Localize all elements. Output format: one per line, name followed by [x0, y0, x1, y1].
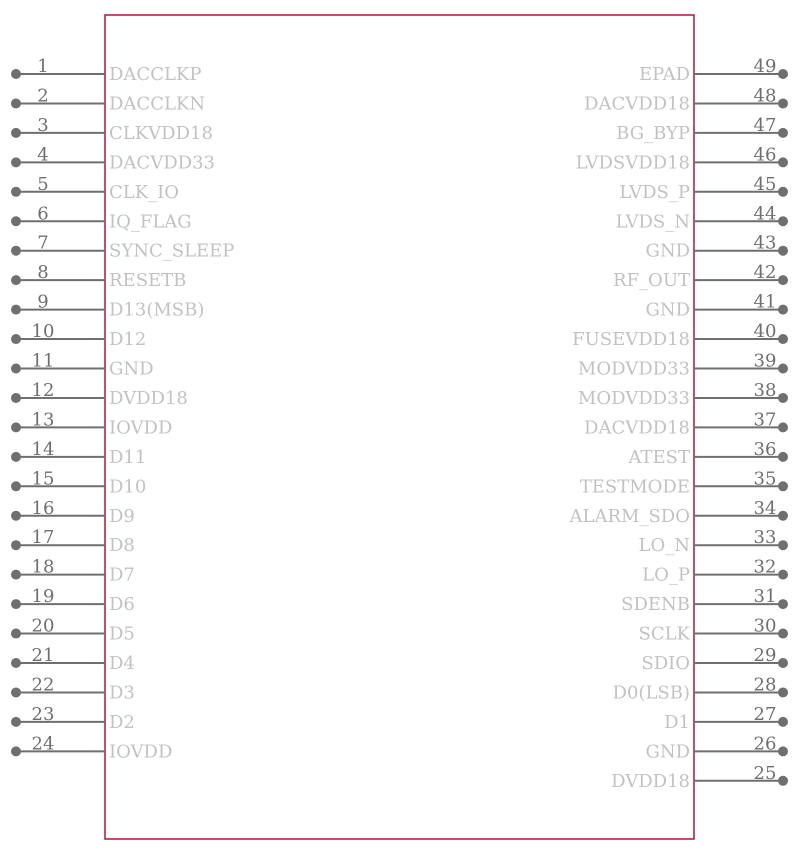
pin-number: 15 [31, 468, 55, 490]
pin-number: 21 [31, 645, 55, 666]
pin-name: TESTMODE [579, 476, 690, 498]
pin-name: GND [645, 299, 690, 321]
pin-number: 23 [31, 703, 55, 725]
pin-endpoint-dot [11, 364, 21, 374]
pin-number: 1 [37, 56, 49, 77]
pin-name: SDIO [641, 653, 690, 674]
pin-name: GND [109, 358, 154, 380]
pin-endpoint-dot [778, 746, 788, 756]
pin-number: 32 [753, 556, 777, 578]
pin-name: DACCLKP [109, 64, 202, 85]
pin-endpoint-dot [778, 157, 788, 167]
pin-number: 38 [753, 379, 777, 401]
pin-20 [11, 616, 135, 645]
pin-number: 31 [753, 586, 777, 608]
pin-17 [11, 527, 135, 556]
pin-number: 45 [753, 173, 777, 195]
pin-number: 47 [753, 114, 777, 136]
pin-8 [11, 262, 186, 291]
pin-number: 28 [753, 674, 777, 696]
pin-endpoint-dot [11, 540, 21, 550]
pin-number: 16 [31, 497, 55, 519]
pin-endpoint-dot [778, 187, 788, 197]
pin-number: 39 [753, 350, 777, 372]
pin-endpoint-dot [11, 98, 21, 108]
pin-27 [664, 704, 788, 733]
pin-5 [11, 174, 179, 203]
pin-43 [645, 233, 788, 262]
pin-number: 33 [753, 527, 777, 549]
pin-34 [569, 498, 788, 527]
pin-24 [11, 733, 172, 762]
pin-25 [611, 763, 788, 792]
pin-23 [11, 704, 135, 733]
pin-name: D7 [109, 564, 135, 586]
pin-name: D4 [109, 653, 135, 674]
pin-number: 10 [31, 321, 55, 343]
pin-number: 17 [31, 527, 55, 549]
pin-name: GND [645, 741, 690, 763]
pin-endpoint-dot [778, 717, 788, 727]
pin-name: EPAD [638, 64, 690, 85]
pin-1 [11, 56, 202, 85]
pin-endpoint-dot [11, 481, 21, 491]
pin-number: 19 [31, 586, 55, 608]
pin-name: D11 [109, 446, 147, 468]
pin-name: DACVDD33 [109, 152, 215, 174]
pin-11 [11, 351, 154, 380]
pin-endpoint-dot [778, 275, 788, 285]
pin-45 [619, 174, 788, 203]
pin-name: BG_BYP [616, 122, 690, 144]
pin-12 [11, 380, 188, 409]
pin-name: DACVDD18 [584, 417, 690, 439]
pin-40 [572, 321, 788, 350]
right-pin-group [569, 56, 788, 792]
pin-33 [639, 527, 788, 556]
pin-18 [11, 557, 135, 586]
pin-name: ALARM_SDO [569, 505, 690, 527]
pin-number: 6 [37, 203, 49, 225]
pin-endpoint-dot [11, 128, 21, 138]
pin-endpoint-dot [778, 629, 788, 639]
pin-name: LO_P [642, 564, 690, 586]
pin-endpoint-dot [778, 216, 788, 226]
pin-31 [621, 586, 788, 615]
pin-endpoint-dot [778, 69, 788, 79]
pin-endpoint-dot [11, 422, 21, 432]
pin-endpoint-dot [11, 452, 21, 462]
pin-name: GND [645, 240, 690, 262]
pin-name: DVDD18 [611, 770, 690, 792]
pin-endpoint-dot [11, 216, 21, 226]
pin-32 [642, 557, 788, 586]
pin-10 [11, 321, 146, 350]
pin-endpoint-dot [778, 393, 788, 403]
pin-endpoint-dot [778, 128, 788, 138]
pin-48 [584, 85, 788, 114]
pin-number: 3 [37, 114, 49, 136]
pin-endpoint-dot [11, 746, 21, 756]
pin-endpoint-dot [778, 422, 788, 432]
pin-endpoint-dot [11, 658, 21, 668]
pin-name: D12 [109, 329, 147, 351]
pin-number: 24 [31, 733, 55, 755]
pin-name: D13(MSB) [109, 299, 205, 321]
pin-endpoint-dot [11, 187, 21, 197]
pin-name: SDENB [621, 594, 690, 616]
pin-number: 27 [753, 703, 777, 725]
pin-name: ATEST [628, 446, 690, 468]
pin-number: 9 [37, 291, 49, 313]
pin-name: CLKVDD18 [109, 122, 213, 144]
pin-endpoint-dot [778, 364, 788, 374]
pin-6 [11, 203, 192, 232]
pin-26 [645, 733, 788, 762]
pin-29 [641, 645, 788, 674]
pin-16 [11, 498, 135, 527]
pin-name: LO_N [638, 535, 690, 557]
pin-endpoint-dot [11, 334, 21, 344]
pin-number: 18 [31, 556, 55, 578]
pin-2 [11, 85, 205, 114]
pin-number: 2 [37, 85, 49, 107]
pin-endpoint-dot [778, 658, 788, 668]
pin-number: 26 [753, 733, 777, 755]
pin-number: 29 [753, 645, 777, 666]
pin-49 [639, 56, 788, 85]
pin-endpoint-dot [11, 570, 21, 580]
pin-endpoint-dot [11, 275, 21, 285]
pin-number: 46 [753, 144, 777, 166]
pin-endpoint-dot [11, 599, 21, 609]
pin-number: 36 [753, 438, 777, 460]
pin-number: 20 [31, 615, 55, 637]
pin-19 [11, 586, 135, 615]
pin-number: 13 [31, 409, 55, 431]
pin-endpoint-dot [778, 776, 788, 786]
pin-name: LVDSVDD18 [575, 152, 690, 174]
pin-number: 11 [31, 350, 55, 372]
left-pin-group [11, 56, 234, 762]
pin-endpoint-dot [778, 481, 788, 491]
pin-endpoint-dot [11, 393, 21, 403]
pin-46 [576, 144, 788, 173]
pin-number: 30 [753, 615, 777, 637]
pin-21 [11, 645, 135, 674]
pin-number: 14 [31, 438, 55, 460]
pin-3 [11, 115, 213, 144]
pin-name: D8 [109, 535, 135, 557]
pin-endpoint-dot [11, 687, 21, 697]
pin-name: D0(LSB) [612, 682, 690, 704]
pin-name: D1 [664, 711, 690, 733]
pin-name: MODVDD33 [577, 358, 690, 380]
pin-number: 34 [753, 497, 777, 519]
pin-name: SCLK [638, 623, 690, 645]
pin-number: 7 [37, 232, 49, 254]
pin-name: D6 [109, 594, 135, 616]
pin-name: LVDS_P [619, 181, 690, 203]
pin-endpoint-dot [778, 452, 788, 462]
pin-number: 4 [37, 144, 49, 166]
pin-number: 44 [753, 203, 777, 225]
pin-39 [578, 351, 788, 380]
pin-36 [628, 439, 789, 468]
pin-name: DVDD18 [109, 387, 188, 409]
pin-endpoint-dot [11, 511, 21, 521]
pin-endpoint-dot [778, 599, 788, 609]
pin-endpoint-dot [778, 305, 788, 315]
pin-35 [580, 468, 788, 497]
pin-endpoint-dot [11, 157, 21, 167]
pin-number: 22 [31, 674, 55, 696]
pin-name: IOVDD [109, 417, 173, 439]
pin-4 [11, 144, 215, 173]
pin-number: 37 [753, 409, 777, 431]
pin-13 [11, 409, 172, 438]
pin-name: RF_OUT [613, 270, 690, 292]
pin-number: 43 [753, 232, 777, 254]
pin-endpoint-dot [11, 305, 21, 315]
pin-endpoint-dot [11, 246, 21, 256]
pin-name: FUSEVDD18 [572, 329, 690, 351]
pin-number: 42 [753, 262, 777, 284]
pin-endpoint-dot [778, 540, 788, 550]
pin-endpoint-dot [778, 687, 788, 697]
pin-endpoint-dot [778, 246, 788, 256]
pin-endpoint-dot [778, 334, 788, 344]
pin-number: 8 [37, 262, 49, 284]
pin-15 [11, 468, 146, 497]
pin-37 [584, 409, 788, 438]
pin-9 [11, 292, 204, 321]
pin-30 [638, 616, 788, 645]
pin-endpoint-dot [11, 69, 21, 79]
pin-number: 48 [753, 85, 777, 107]
pin-name: DACVDD18 [584, 93, 690, 115]
pin-number: 49 [753, 56, 777, 77]
pin-name: D9 [109, 505, 135, 527]
pin-endpoint-dot [778, 511, 788, 521]
pin-endpoint-dot [778, 570, 788, 580]
pin-name: RESETB [109, 270, 187, 292]
pin-41 [645, 292, 788, 321]
pin-number: 40 [753, 321, 777, 343]
pin-name: MODVDD33 [577, 387, 690, 409]
pin-name: IOVDD [109, 741, 173, 763]
pin-name: CLK_IO [109, 181, 180, 203]
pin-name: D2 [109, 711, 135, 733]
pin-name: DACCLKN [109, 93, 206, 115]
pin-number: 35 [753, 468, 777, 490]
pin-number: 12 [31, 379, 55, 401]
pin-name: D5 [109, 623, 135, 645]
pin-name: LVDS_N [615, 211, 690, 233]
pin-endpoint-dot [11, 629, 21, 639]
pin-28 [613, 674, 788, 703]
pin-name: IQ_FLAG [109, 211, 192, 233]
pin-number: 25 [753, 762, 777, 784]
pin-number: 41 [753, 291, 777, 313]
pin-44 [616, 203, 788, 232]
pin-14 [11, 439, 146, 468]
pin-22 [11, 674, 135, 703]
pin-47 [616, 115, 788, 144]
pin-name: SYNC_SLEEP [109, 240, 235, 262]
pin-endpoint-dot [778, 98, 788, 108]
pin-name: D10 [109, 476, 147, 498]
pin-number: 5 [37, 173, 49, 195]
pin-38 [578, 380, 788, 409]
pin-endpoint-dot [11, 717, 21, 727]
pin-7 [11, 233, 234, 262]
pin-name: D3 [109, 682, 135, 704]
pin-42 [613, 262, 788, 291]
